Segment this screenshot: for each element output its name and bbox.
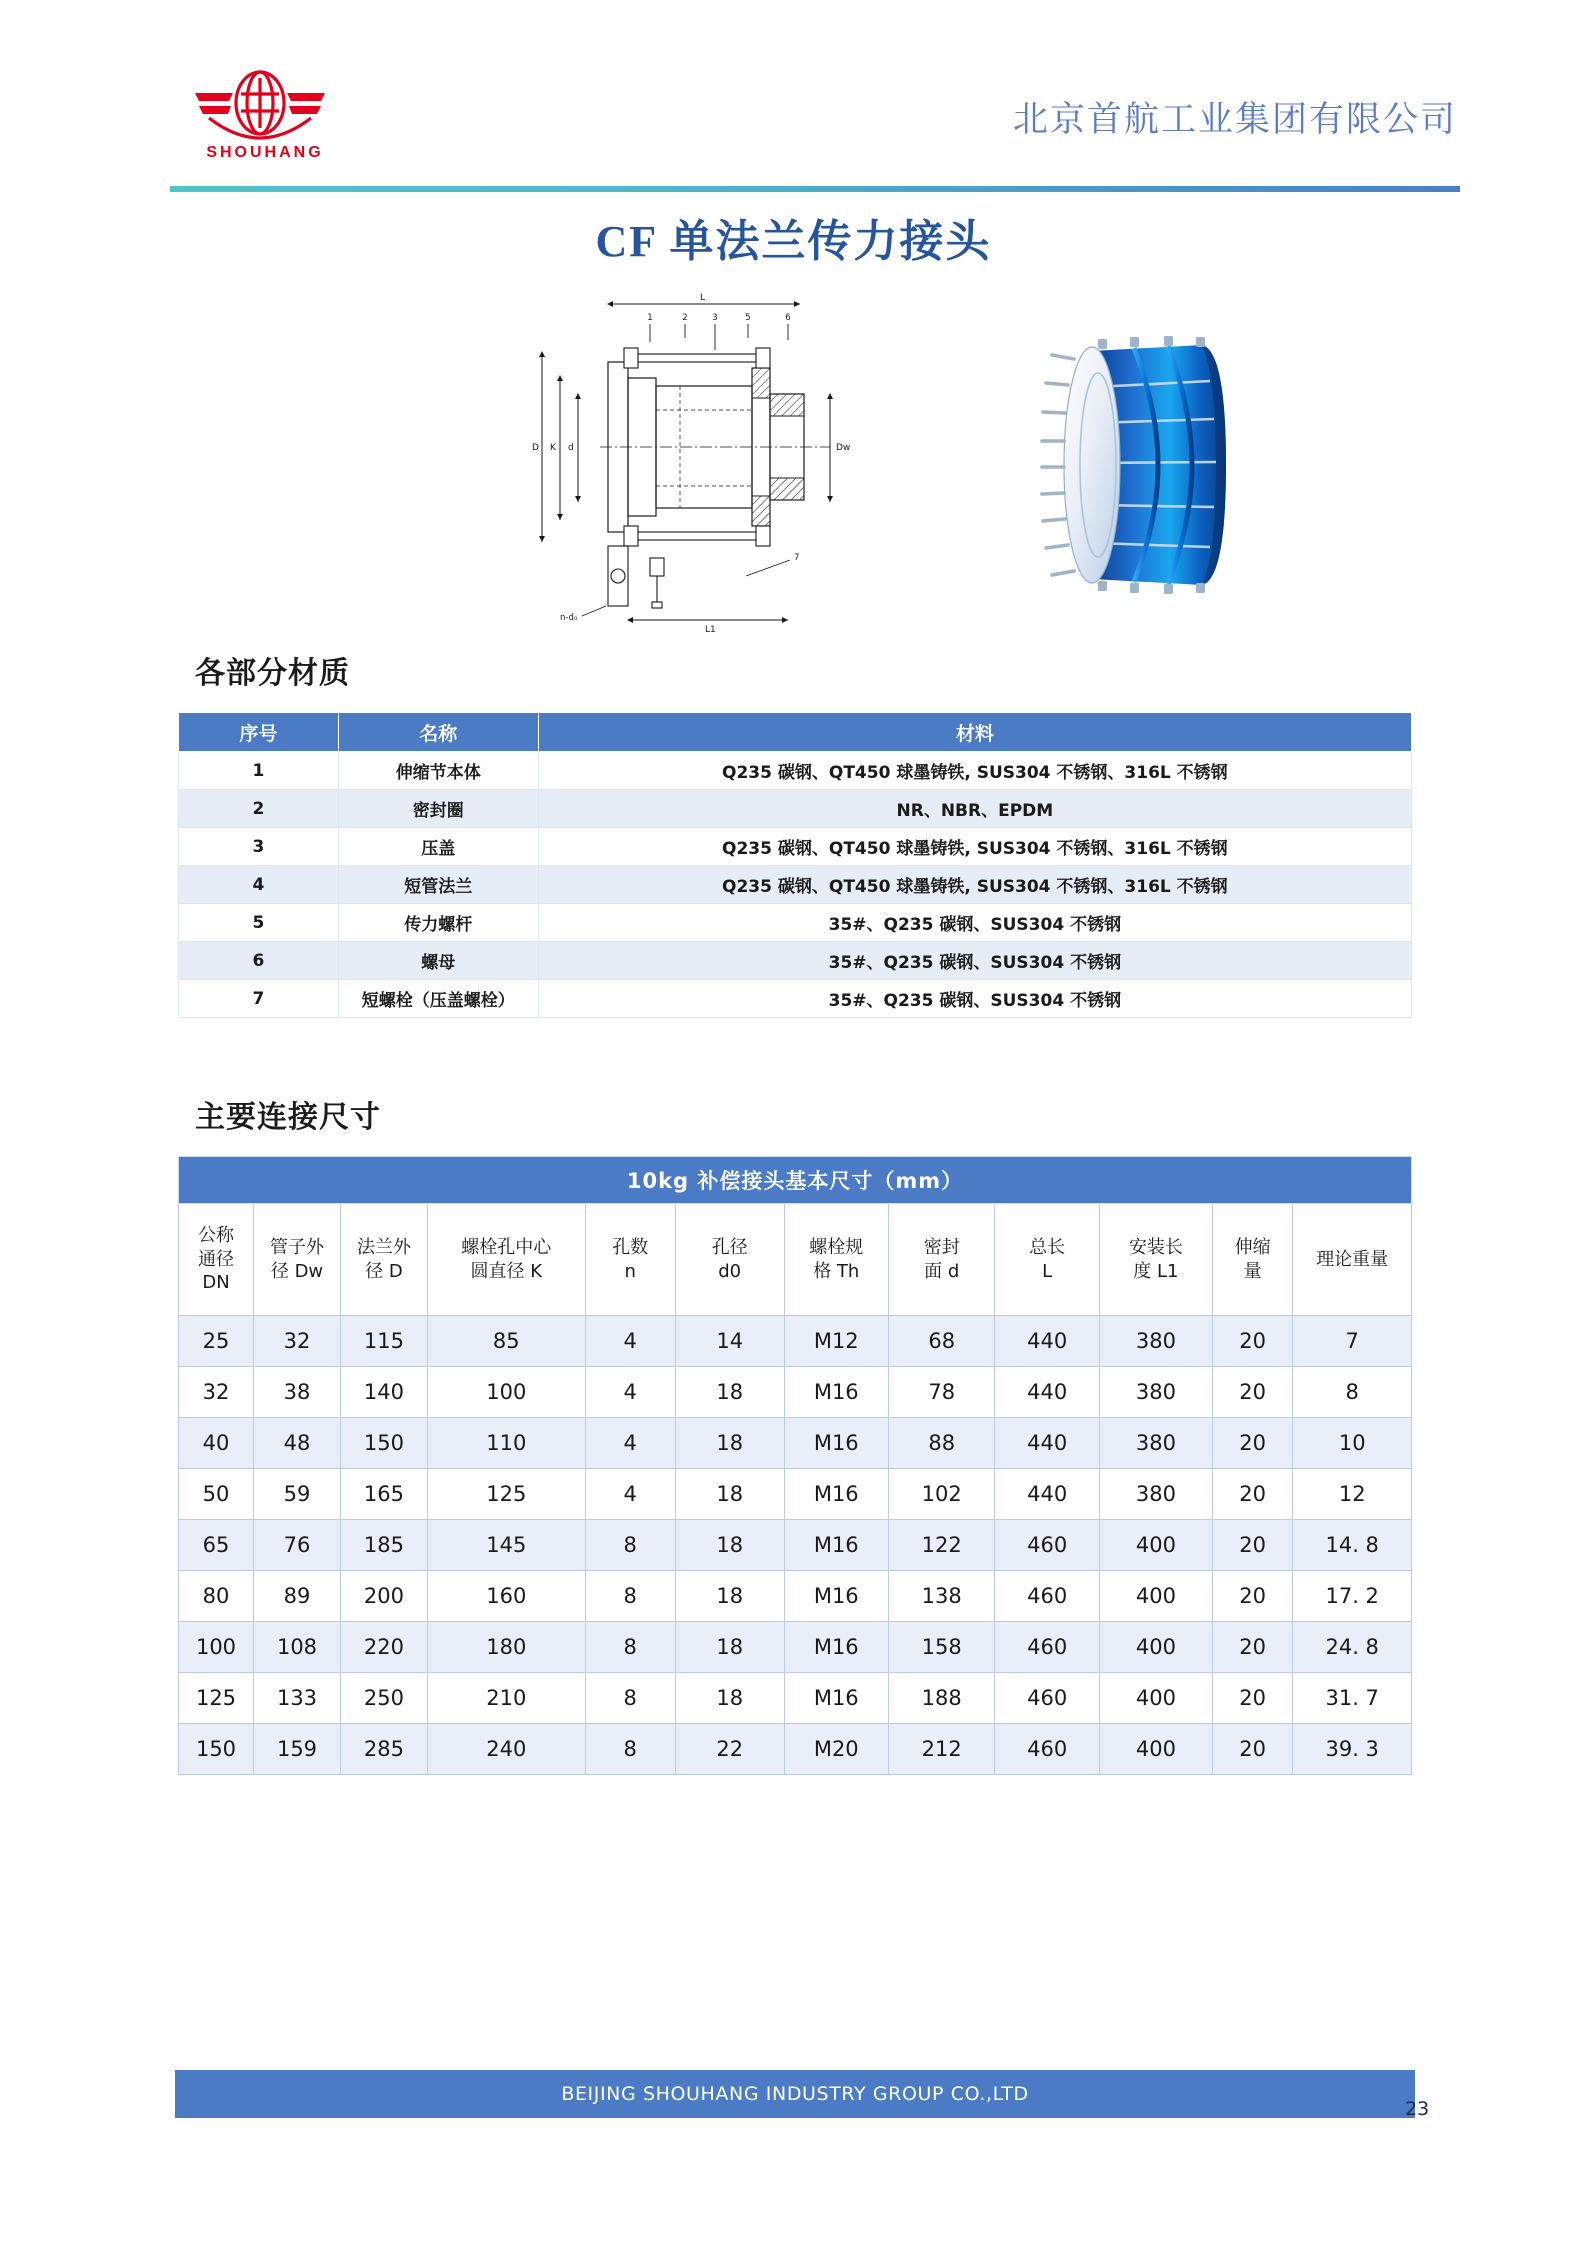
dims-cell-dd: 158 <box>888 1622 995 1673</box>
dims-cell-dw: 76 <box>254 1520 341 1571</box>
dims-cell-dn: 150 <box>179 1724 254 1775</box>
header-line: 量 <box>1243 1260 1262 1282</box>
dims-cell-th: M16 <box>784 1520 888 1571</box>
dims-cell-l: 440 <box>995 1418 1099 1469</box>
materials-cell-name: 伸缩节本体 <box>338 752 538 790</box>
dims-cell-n: 4 <box>585 1316 675 1367</box>
figure-area <box>170 290 1460 650</box>
footer-company-text: BEIJING SHOUHANG INDUSTRY GROUP CO.,LTD <box>561 2083 1029 2105</box>
dims-cell-dw: 89 <box>254 1571 341 1622</box>
dims-header-exp <box>1212 1204 1292 1316</box>
dims-cell-k: 100 <box>427 1367 585 1418</box>
materials-cell-name: 传力螺杆 <box>338 904 538 942</box>
materials-cell-no: 4 <box>179 866 339 904</box>
materials-cell-name: 短螺栓（压盖螺栓） <box>338 980 538 1018</box>
dims-header-dw <box>254 1204 341 1316</box>
dims-cell-n: 4 <box>585 1469 675 1520</box>
materials-cell-name: 压盖 <box>338 828 538 866</box>
page-title: CF 单法兰传力接头 <box>595 217 992 266</box>
materials-table-header-row <box>179 713 1412 752</box>
materials-cell-no: 5 <box>179 904 339 942</box>
dims-cell-exp: 20 <box>1212 1571 1292 1622</box>
svg-text:K: K <box>550 443 556 453</box>
dims-cell-exp: 20 <box>1212 1724 1292 1775</box>
header-line: n <box>624 1260 636 1282</box>
dims-cell-d: 285 <box>340 1724 427 1775</box>
dims-cell-th: M16 <box>784 1571 888 1622</box>
svg-text:L1: L1 <box>705 625 716 635</box>
svg-text:6: 6 <box>785 313 791 323</box>
materials-cell-mat: NR、NBR、EPDM <box>538 790 1411 828</box>
materials-header-material: 材料 <box>538 713 1411 752</box>
table-row <box>179 1520 1412 1571</box>
dims-cell-n: 8 <box>585 1673 675 1724</box>
table-row <box>179 1673 1412 1724</box>
logo-wordmark: SHOUHANG <box>206 144 324 161</box>
dims-cell-l: 460 <box>995 1520 1099 1571</box>
dims-cell-l1: 400 <box>1099 1520 1212 1571</box>
dims-cell-th: M16 <box>784 1622 888 1673</box>
header-line: 螺栓规 <box>809 1236 864 1258</box>
dims-cell-l: 460 <box>995 1571 1099 1622</box>
materials-table <box>178 712 1412 1018</box>
dims-cell-l: 460 <box>995 1673 1099 1724</box>
header-line: 螺栓孔中心 <box>461 1236 552 1258</box>
header-line: 面 d <box>924 1260 960 1282</box>
dims-cell-th: M16 <box>784 1469 888 1520</box>
dims-header-d <box>340 1204 427 1316</box>
header-line: 孔径 <box>711 1236 748 1258</box>
svg-text:5: 5 <box>745 313 751 323</box>
dims-cell-l1: 400 <box>1099 1673 1212 1724</box>
dims-cell-d: 250 <box>340 1673 427 1724</box>
dims-cell-dd: 102 <box>888 1469 995 1520</box>
header-line: 总长 <box>1029 1236 1066 1258</box>
dims-cell-l1: 380 <box>1099 1469 1212 1520</box>
dims-cell-exp: 20 <box>1212 1367 1292 1418</box>
dims-cell-dn: 50 <box>179 1469 254 1520</box>
dims-cell-th: M12 <box>784 1316 888 1367</box>
dims-cell-k: 85 <box>427 1316 585 1367</box>
dims-header-d0 <box>675 1204 784 1316</box>
table-row <box>179 866 1412 904</box>
dims-cell-wt: 7 <box>1293 1316 1412 1367</box>
dims-header-wt <box>1293 1204 1412 1316</box>
dims-cell-wt: 31. 7 <box>1293 1673 1412 1724</box>
dims-cell-d0: 18 <box>675 1622 784 1673</box>
dims-cell-n: 8 <box>585 1622 675 1673</box>
materials-cell-name: 螺母 <box>338 942 538 980</box>
materials-header-name: 名称 <box>338 713 538 752</box>
dims-header-l1 <box>1099 1204 1212 1316</box>
materials-header-no: 序号 <box>179 713 339 752</box>
table-row <box>179 980 1412 1018</box>
svg-text:n-d₀: n-d₀ <box>560 613 578 623</box>
header-line: d0 <box>718 1260 742 1282</box>
dims-cell-n: 8 <box>585 1571 675 1622</box>
dims-cell-n: 4 <box>585 1418 675 1469</box>
dims-cell-l1: 400 <box>1099 1724 1212 1775</box>
dims-header-dd <box>888 1204 995 1316</box>
company-logo <box>185 70 345 170</box>
header-line: 管子外 <box>270 1236 324 1258</box>
header-line: 法兰外 <box>356 1236 411 1258</box>
dims-cell-wt: 14. 8 <box>1293 1520 1412 1571</box>
dims-cell-d: 140 <box>340 1367 427 1418</box>
product-render-image <box>1030 315 1270 615</box>
dims-cell-d0: 22 <box>675 1724 784 1775</box>
svg-text:1: 1 <box>647 313 653 323</box>
dimensions-table-header-row <box>179 1204 1412 1316</box>
dims-cell-dw: 108 <box>254 1622 341 1673</box>
header-line: 格 Th <box>813 1260 860 1282</box>
dims-cell-d: 165 <box>340 1469 427 1520</box>
dims-cell-exp: 20 <box>1212 1673 1292 1724</box>
svg-text:Dw: Dw <box>836 443 851 453</box>
dims-cell-wt: 12 <box>1293 1469 1412 1520</box>
materials-cell-mat: Q235 碳钢、QT450 球墨铸铁, SUS304 不锈钢、316L 不锈钢 <box>538 752 1411 790</box>
dims-cell-dw: 133 <box>254 1673 341 1724</box>
dimensions-table-body <box>179 1316 1412 1775</box>
dims-cell-dw: 32 <box>254 1316 341 1367</box>
materials-cell-name: 密封圈 <box>338 790 538 828</box>
materials-cell-mat: Q235 碳钢、QT450 球墨铸铁, SUS304 不锈钢、316L 不锈钢 <box>538 828 1411 866</box>
page-header <box>0 70 1587 180</box>
dims-cell-dn: 125 <box>179 1673 254 1724</box>
dims-cell-k: 160 <box>427 1571 585 1622</box>
dims-cell-n: 4 <box>585 1367 675 1418</box>
dimensions-table-caption: 10kg 补偿接头基本尺寸（mm） <box>179 1157 1412 1204</box>
table-row <box>179 1316 1412 1367</box>
dims-cell-exp: 20 <box>1212 1469 1292 1520</box>
svg-text:3: 3 <box>712 313 718 323</box>
dims-cell-d: 200 <box>340 1571 427 1622</box>
dims-cell-l1: 380 <box>1099 1367 1212 1418</box>
table-row <box>179 1571 1412 1622</box>
dims-cell-l1: 380 <box>1099 1316 1212 1367</box>
dims-cell-wt: 17. 2 <box>1293 1571 1412 1622</box>
dims-cell-dn: 32 <box>179 1367 254 1418</box>
svg-text:D: D <box>532 443 539 453</box>
dims-header-n <box>585 1204 675 1316</box>
dims-cell-dd: 188 <box>888 1673 995 1724</box>
header-line: 圆直径 K <box>470 1260 543 1282</box>
materials-cell-mat: Q235 碳钢、QT450 球墨铸铁, SUS304 不锈钢、316L 不锈钢 <box>538 866 1411 904</box>
dims-cell-exp: 20 <box>1212 1418 1292 1469</box>
dims-cell-k: 180 <box>427 1622 585 1673</box>
table-row <box>179 942 1412 980</box>
materials-cell-no: 1 <box>179 752 339 790</box>
dims-cell-dn: 80 <box>179 1571 254 1622</box>
materials-cell-no: 6 <box>179 942 339 980</box>
dims-cell-k: 125 <box>427 1469 585 1520</box>
svg-text:d: d <box>568 443 574 453</box>
dims-cell-exp: 20 <box>1212 1622 1292 1673</box>
dims-cell-dn: 25 <box>179 1316 254 1367</box>
table-row <box>179 1418 1412 1469</box>
dims-header-th <box>784 1204 888 1316</box>
header-divider <box>170 186 1460 192</box>
dims-cell-d0: 18 <box>675 1367 784 1418</box>
dims-cell-d: 220 <box>340 1622 427 1673</box>
dims-cell-l1: 400 <box>1099 1571 1212 1622</box>
dims-cell-dw: 159 <box>254 1724 341 1775</box>
dims-header-l <box>995 1204 1099 1316</box>
dims-cell-th: M16 <box>784 1367 888 1418</box>
dimensions-table-caption-row <box>179 1157 1412 1204</box>
dims-cell-n: 8 <box>585 1520 675 1571</box>
table-row <box>179 752 1412 790</box>
dims-cell-th: M16 <box>784 1673 888 1724</box>
dims-cell-d0: 18 <box>675 1469 784 1520</box>
dims-cell-d: 185 <box>340 1520 427 1571</box>
header-line: 理论重量 <box>1316 1248 1389 1270</box>
svg-text:7: 7 <box>794 553 800 563</box>
page-number: 23 <box>1405 2098 1430 2120</box>
header-line: 安装长 <box>1128 1236 1183 1258</box>
materials-section-heading: 各部分材质 <box>195 656 350 691</box>
svg-text:L: L <box>700 293 706 303</box>
dims-cell-l1: 400 <box>1099 1622 1212 1673</box>
materials-cell-no: 3 <box>179 828 339 866</box>
dimensions-section-heading: 主要连接尺寸 <box>195 1100 381 1135</box>
dims-cell-n: 8 <box>585 1724 675 1775</box>
svg-text:2: 2 <box>682 313 688 323</box>
dims-cell-l: 440 <box>995 1316 1099 1367</box>
header-line: 伸缩 <box>1234 1236 1271 1258</box>
table-row <box>179 1469 1412 1520</box>
header-line: 径 D <box>365 1260 403 1282</box>
materials-cell-mat: 35#、Q235 碳钢、SUS304 不锈钢 <box>538 980 1411 1018</box>
dims-cell-dd: 212 <box>888 1724 995 1775</box>
header-line: 径 Dw <box>270 1260 324 1282</box>
company-name: 北京首航工业集团有限公司 <box>1012 100 1457 140</box>
dims-header-dn <box>179 1204 254 1316</box>
header-line: 密封 <box>923 1236 960 1258</box>
table-row <box>179 904 1412 942</box>
dims-header-k <box>427 1204 585 1316</box>
dims-cell-dd: 78 <box>888 1367 995 1418</box>
dims-cell-wt: 39. 3 <box>1293 1724 1412 1775</box>
header-line: 孔数 <box>612 1236 649 1258</box>
table-row <box>179 1724 1412 1775</box>
dims-cell-d0: 18 <box>675 1571 784 1622</box>
dims-cell-l: 460 <box>995 1724 1099 1775</box>
dimensions-table <box>178 1156 1412 1775</box>
header-line: DN <box>202 1272 230 1294</box>
dims-cell-d: 115 <box>340 1316 427 1367</box>
dims-cell-d0: 18 <box>675 1520 784 1571</box>
dims-cell-dd: 88 <box>888 1418 995 1469</box>
page-footer <box>175 2070 1415 2118</box>
dims-cell-dn: 65 <box>179 1520 254 1571</box>
dims-cell-l: 460 <box>995 1622 1099 1673</box>
table-row <box>179 1367 1412 1418</box>
materials-cell-name: 短管法兰 <box>338 866 538 904</box>
header-line: 公称 <box>198 1224 234 1246</box>
dims-cell-dw: 59 <box>254 1469 341 1520</box>
materials-cell-mat: 35#、Q235 碳钢、SUS304 不锈钢 <box>538 904 1411 942</box>
dims-cell-dw: 48 <box>254 1418 341 1469</box>
materials-cell-no: 2 <box>179 790 339 828</box>
table-row <box>179 828 1412 866</box>
dims-cell-k: 210 <box>427 1673 585 1724</box>
dims-cell-k: 240 <box>427 1724 585 1775</box>
dims-cell-th: M20 <box>784 1724 888 1775</box>
header-line: L <box>1042 1260 1053 1282</box>
table-row <box>179 790 1412 828</box>
dims-cell-l1: 380 <box>1099 1418 1212 1469</box>
dims-cell-dd: 68 <box>888 1316 995 1367</box>
dims-cell-k: 145 <box>427 1520 585 1571</box>
dims-cell-d0: 18 <box>675 1418 784 1469</box>
shouhang-emblem-icon <box>185 70 335 144</box>
dims-cell-th: M16 <box>784 1418 888 1469</box>
dims-cell-exp: 20 <box>1212 1316 1292 1367</box>
dims-cell-dn: 100 <box>179 1622 254 1673</box>
materials-cell-no: 7 <box>179 980 339 1018</box>
dims-cell-dn: 40 <box>179 1418 254 1469</box>
dims-cell-k: 110 <box>427 1418 585 1469</box>
dims-cell-d0: 18 <box>675 1673 784 1724</box>
technical-drawing-image <box>500 290 930 635</box>
header-line: 度 L1 <box>1133 1260 1179 1282</box>
materials-cell-mat: 35#、Q235 碳钢、SUS304 不锈钢 <box>538 942 1411 980</box>
dims-cell-wt: 10 <box>1293 1418 1412 1469</box>
dims-cell-wt: 8 <box>1293 1367 1412 1418</box>
dims-cell-d: 150 <box>340 1418 427 1469</box>
dims-cell-dw: 38 <box>254 1367 341 1418</box>
dims-cell-l: 440 <box>995 1469 1099 1520</box>
dims-cell-wt: 24. 8 <box>1293 1622 1412 1673</box>
header-line: 通径 <box>198 1248 234 1270</box>
dims-cell-d0: 14 <box>675 1316 784 1367</box>
dims-cell-exp: 20 <box>1212 1520 1292 1571</box>
table-row <box>179 1622 1412 1673</box>
dims-cell-dd: 138 <box>888 1571 995 1622</box>
dims-cell-l: 440 <box>995 1367 1099 1418</box>
dims-cell-dd: 122 <box>888 1520 995 1571</box>
